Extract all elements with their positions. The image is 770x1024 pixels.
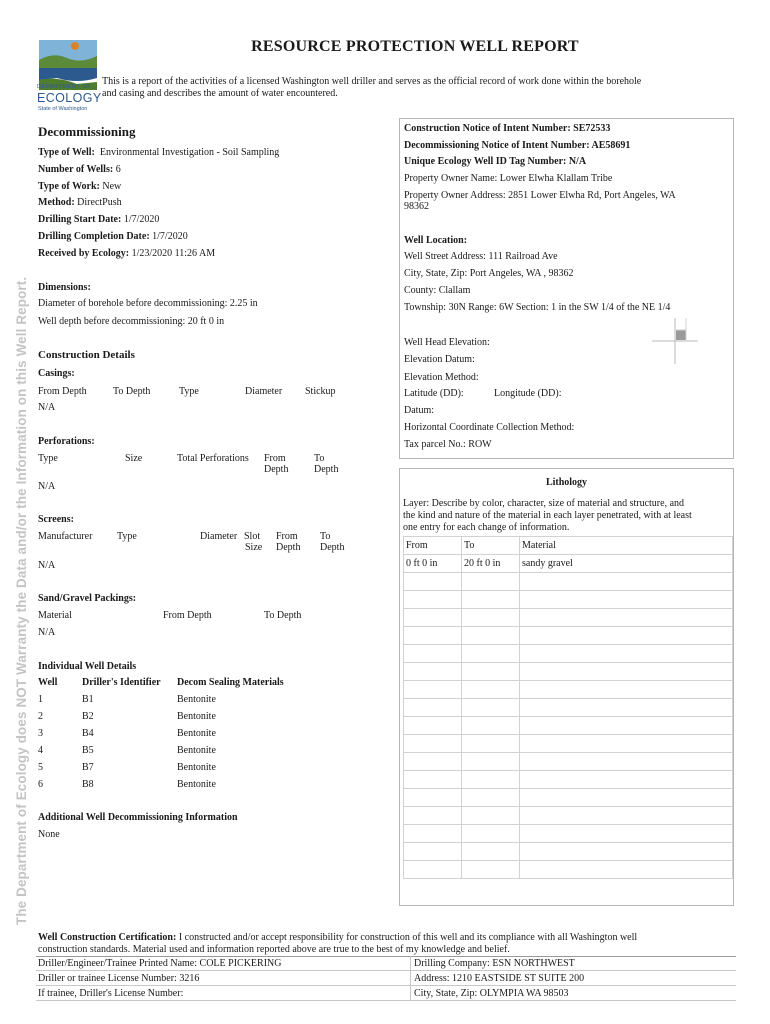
casings-heading: Casings: bbox=[38, 368, 75, 379]
well-number: 6 bbox=[38, 779, 43, 790]
decommissioning-notice: Decommissioning Notice of Intent Number: AE58691 bbox=[404, 140, 631, 151]
received-value: 1/23/2020 11:26 AM bbox=[131, 248, 216, 259]
warranty-watermark: The Department of Ecology does NOT Warranty the Data and/or the Information on this Well Report. bbox=[14, 276, 29, 925]
elevation-datum: Elevation Datum: bbox=[404, 354, 475, 365]
well-identifier: B8 bbox=[82, 779, 94, 790]
borehole-diameter: Diameter of borehole before decommissioning: 2.25 in bbox=[38, 298, 258, 309]
well-head-elevation: Well Head Elevation: bbox=[404, 337, 490, 348]
well-township: Township: 30N Range: 6W Section: 1 in the SW 1/4 of the NE 1/4 bbox=[404, 302, 671, 313]
number-of-wells-value: 6 bbox=[115, 164, 121, 175]
lithology-empty-row bbox=[404, 627, 733, 645]
ecology-logo bbox=[37, 38, 102, 116]
perf-col-from-1: From bbox=[264, 453, 286, 464]
additional-heading: Additional Well Decommissioning Information bbox=[38, 812, 238, 823]
casings-value: N/A bbox=[38, 402, 56, 413]
construction-notice: Construction Notice of Intent Number: SE72533 bbox=[404, 123, 611, 134]
trainee-license: If trainee, Driller's License Number: bbox=[38, 988, 184, 999]
sand-col-to: To Depth bbox=[264, 610, 302, 621]
screens-col-to-1: To bbox=[320, 531, 331, 542]
well-material: Bentonite bbox=[177, 728, 216, 739]
logo-dept-of: DEPARTMENT OF bbox=[37, 84, 92, 90]
well-city-state-zip: City, State, Zip: Port Angeles, WA , 98362 bbox=[404, 268, 574, 279]
perf-col-type: Type bbox=[38, 453, 58, 464]
drilling-start-row bbox=[38, 214, 159, 225]
perforations-heading: Perforations: bbox=[38, 436, 95, 447]
lithology-col-from: From bbox=[404, 537, 462, 555]
lithology-empty-row bbox=[404, 609, 733, 627]
individual-col-well: Well bbox=[38, 677, 58, 688]
screens-col-from-1: From bbox=[276, 531, 298, 542]
latitude: Latitude (DD): bbox=[404, 388, 464, 399]
longitude: Longitude (DD): bbox=[494, 388, 562, 399]
lithology-empty-row bbox=[404, 663, 733, 681]
number-of-wells-row bbox=[38, 164, 121, 175]
logo-ecology: ECOLOGY bbox=[37, 91, 102, 105]
drilling-start-value: 1/7/2020 bbox=[123, 214, 160, 225]
casings-col-from: From Depth bbox=[38, 386, 87, 397]
tax-parcel: Tax parcel No.: ROW bbox=[404, 439, 492, 450]
lithology-empty-row bbox=[404, 645, 733, 663]
casings-col-to: To Depth bbox=[113, 386, 151, 397]
drilling-start-label: Drilling Start Date: bbox=[38, 214, 122, 225]
screens-col-to-2: Depth bbox=[320, 542, 345, 553]
well-number: 4 bbox=[38, 745, 43, 756]
sand-value: N/A bbox=[38, 627, 56, 638]
intro-text bbox=[102, 76, 742, 100]
sand-heading: Sand/Gravel Packings: bbox=[38, 593, 137, 604]
company-address: Address: 1210 EASTSIDE ST SUITE 200 bbox=[414, 973, 585, 984]
property-owner-address bbox=[404, 190, 676, 212]
well-info-box bbox=[399, 118, 734, 459]
lithology-row bbox=[404, 555, 733, 573]
well-identifier: B5 bbox=[82, 745, 94, 756]
lithology-to: 20 ft 0 in bbox=[462, 555, 520, 573]
horizontal-method: Horizontal Coordinate Collection Method: bbox=[404, 422, 575, 433]
casings-col-stickup: Stickup bbox=[305, 386, 336, 397]
lithology-empty-row bbox=[404, 573, 733, 591]
method-row bbox=[38, 197, 122, 208]
certification-divider bbox=[36, 956, 736, 957]
well-material: Bentonite bbox=[177, 711, 216, 722]
perf-col-size: Size bbox=[125, 453, 143, 464]
lithology-empty-row bbox=[404, 591, 733, 609]
lithology-header-row bbox=[404, 537, 733, 555]
construction-heading: Construction Details bbox=[38, 349, 135, 361]
lithology-empty-row bbox=[404, 681, 733, 699]
owner-address-line-1: Property Owner Address: 2851 Lower Elwha Rd, Port Angeles, WA bbox=[404, 190, 676, 201]
well-material: Bentonite bbox=[177, 745, 216, 756]
screens-col-from-2: Depth bbox=[276, 542, 301, 553]
perf-col-to-2: Depth bbox=[314, 464, 339, 475]
row-divider bbox=[36, 985, 736, 986]
lithology-empty-row bbox=[404, 843, 733, 861]
certification-text-1: I constructed and/or accept responsibility for construction of this well and its compliance with all Washington well bbox=[178, 932, 638, 943]
screens-value: N/A bbox=[38, 560, 56, 571]
screens-col-from bbox=[276, 531, 300, 553]
well-tag-number: Unique Ecology Well ID Tag Number: N/A bbox=[404, 156, 587, 167]
perf-col-from-2: Depth bbox=[264, 464, 289, 475]
lithology-empty-row bbox=[404, 789, 733, 807]
individual-col-materials: Decom Sealing Materials bbox=[177, 677, 284, 688]
well-number: 1 bbox=[38, 694, 43, 705]
decommissioning-heading: Decommissioning bbox=[38, 124, 136, 139]
sand-col-material: Material bbox=[38, 610, 72, 621]
lithology-empty-row bbox=[404, 825, 733, 843]
owner-address-line-2: 98362 bbox=[404, 201, 429, 212]
drilling-completion-label: Drilling Completion Date: bbox=[38, 231, 150, 242]
lithology-empty-row bbox=[404, 807, 733, 825]
casings-col-diameter: Diameter bbox=[245, 386, 283, 397]
lithology-empty-row bbox=[404, 753, 733, 771]
casings-col-type: Type bbox=[179, 386, 199, 397]
certification-label: Well Construction Certification: bbox=[38, 932, 177, 943]
well-identifier: B1 bbox=[82, 694, 94, 705]
number-of-wells-label: Number of Wells: bbox=[38, 164, 114, 175]
elevation-method: Elevation Method: bbox=[404, 372, 479, 383]
certification-text-2: construction standards. Material used and information reported above are true to the best of my knowledge and belief. bbox=[38, 943, 510, 955]
well-number: 3 bbox=[38, 728, 43, 739]
screens-heading: Screens: bbox=[38, 514, 74, 525]
section-grid-icon bbox=[652, 318, 698, 364]
screens-col-diameter: Diameter bbox=[200, 531, 238, 542]
well-row bbox=[38, 694, 43, 705]
well-row bbox=[38, 745, 43, 756]
lithology-material: sandy gravel bbox=[520, 555, 733, 573]
report-title: RESOURCE PROTECTION WELL REPORT bbox=[251, 38, 579, 55]
row-divider bbox=[36, 1000, 736, 1001]
lithology-col-to: To bbox=[462, 537, 520, 555]
property-owner-name: Property Owner Name: Lower Elwha Klallam Tribe bbox=[404, 173, 613, 184]
screens-col-slot-1: Slot bbox=[244, 531, 261, 542]
row-divider bbox=[36, 970, 736, 971]
lithology-description bbox=[403, 498, 692, 534]
well-identifier: B4 bbox=[82, 728, 94, 739]
lithology-col-material: Material bbox=[520, 537, 733, 555]
perf-col-from bbox=[264, 453, 288, 475]
lithology-from: 0 ft 0 in bbox=[404, 555, 462, 573]
method-value: DirectPush bbox=[77, 197, 122, 208]
screens-col-manufacturer: Manufacturer bbox=[38, 531, 93, 542]
well-depth: Well depth before decommissioning: 20 ft 0 in bbox=[38, 316, 225, 327]
column-divider bbox=[410, 956, 411, 1001]
individual-col-identifier: Driller's Identifier bbox=[82, 677, 161, 688]
well-identifier: B2 bbox=[82, 711, 94, 722]
received-row bbox=[38, 248, 215, 259]
lithology-empty-row bbox=[404, 717, 733, 735]
lithology-empty-row bbox=[404, 771, 733, 789]
well-material: Bentonite bbox=[177, 694, 216, 705]
lithology-box bbox=[399, 468, 734, 906]
screens-col-type: Type bbox=[117, 531, 137, 542]
drilling-completion-row bbox=[38, 231, 188, 242]
well-row bbox=[38, 711, 43, 722]
method-label: Method: bbox=[38, 197, 75, 208]
lithology-heading: Lithology bbox=[545, 477, 588, 488]
well-location-heading: Well Location: bbox=[404, 235, 468, 246]
received-label: Received by Ecology: bbox=[38, 248, 130, 259]
drilling-completion-value: 1/7/2020 bbox=[152, 231, 188, 242]
lithology-description-line: one entry for each change of information. bbox=[403, 522, 570, 533]
perforations-value: N/A bbox=[38, 481, 56, 492]
intro-line-2: and casing and describes the amount of water encountered. bbox=[102, 88, 338, 99]
datum: Datum: bbox=[404, 405, 434, 416]
well-material: Bentonite bbox=[177, 779, 216, 790]
company-city: City, State, Zip: OLYMPIA WA 98503 bbox=[414, 988, 569, 999]
well-material: Bentonite bbox=[177, 762, 216, 773]
lithology-description-line: Layer: Describe by color, character, size of material and structure, and bbox=[403, 498, 685, 509]
well-county: County: Clallam bbox=[404, 285, 471, 296]
drilling-company: Drilling Company: ESN NORTHWEST bbox=[414, 958, 575, 969]
lithology-empty-row bbox=[404, 699, 733, 717]
lithology-empty-row bbox=[404, 735, 733, 753]
driller-license: Driller or trainee License Number: 3216 bbox=[38, 973, 200, 984]
dimensions-heading: Dimensions: bbox=[38, 282, 91, 293]
screens-col-to bbox=[320, 531, 344, 553]
perf-col-to bbox=[314, 453, 338, 475]
well-row bbox=[38, 762, 43, 773]
lithology-description-line: the kind and nature of the material in each layer penetrated, with at least bbox=[403, 510, 692, 521]
type-of-work-row bbox=[38, 181, 121, 192]
well-row bbox=[38, 779, 43, 790]
type-of-well-value: Environmental Investigation - Soil Sampling bbox=[99, 147, 280, 158]
sand-col-from: From Depth bbox=[163, 610, 212, 621]
intro-line-1: This is a report of the activities of a licensed Washington well driller and serves as the official record of work done within the borehole bbox=[102, 76, 642, 87]
well-number: 2 bbox=[38, 711, 43, 722]
well-street-address: Well Street Address: 111 Railroad Ave bbox=[404, 251, 558, 262]
type-of-work-label: Type of Work: bbox=[38, 181, 100, 192]
logo-state: State of Washington bbox=[38, 106, 88, 112]
certification-line-1 bbox=[38, 932, 738, 944]
well-identifier: B7 bbox=[82, 762, 94, 773]
certification-statement bbox=[38, 932, 738, 955]
well-number: 5 bbox=[38, 762, 43, 773]
lithology-table bbox=[403, 536, 733, 879]
additional-value: None bbox=[38, 829, 60, 840]
individual-heading: Individual Well Details bbox=[38, 661, 137, 672]
lithology-empty-row bbox=[404, 861, 733, 879]
screens-col-slot-2: Size bbox=[245, 542, 263, 553]
well-row bbox=[38, 728, 43, 739]
perf-col-to-1: To bbox=[314, 453, 325, 464]
screens-col-slot bbox=[244, 531, 262, 553]
type-of-well-row bbox=[38, 147, 279, 158]
perf-col-total: Total Perforations bbox=[177, 453, 249, 464]
type-of-well-label: Type of Well: bbox=[38, 147, 95, 158]
driller-name: Driller/Engineer/Trainee Printed Name: COLE PICKERING bbox=[38, 958, 282, 969]
type-of-work-value: New bbox=[102, 181, 122, 192]
